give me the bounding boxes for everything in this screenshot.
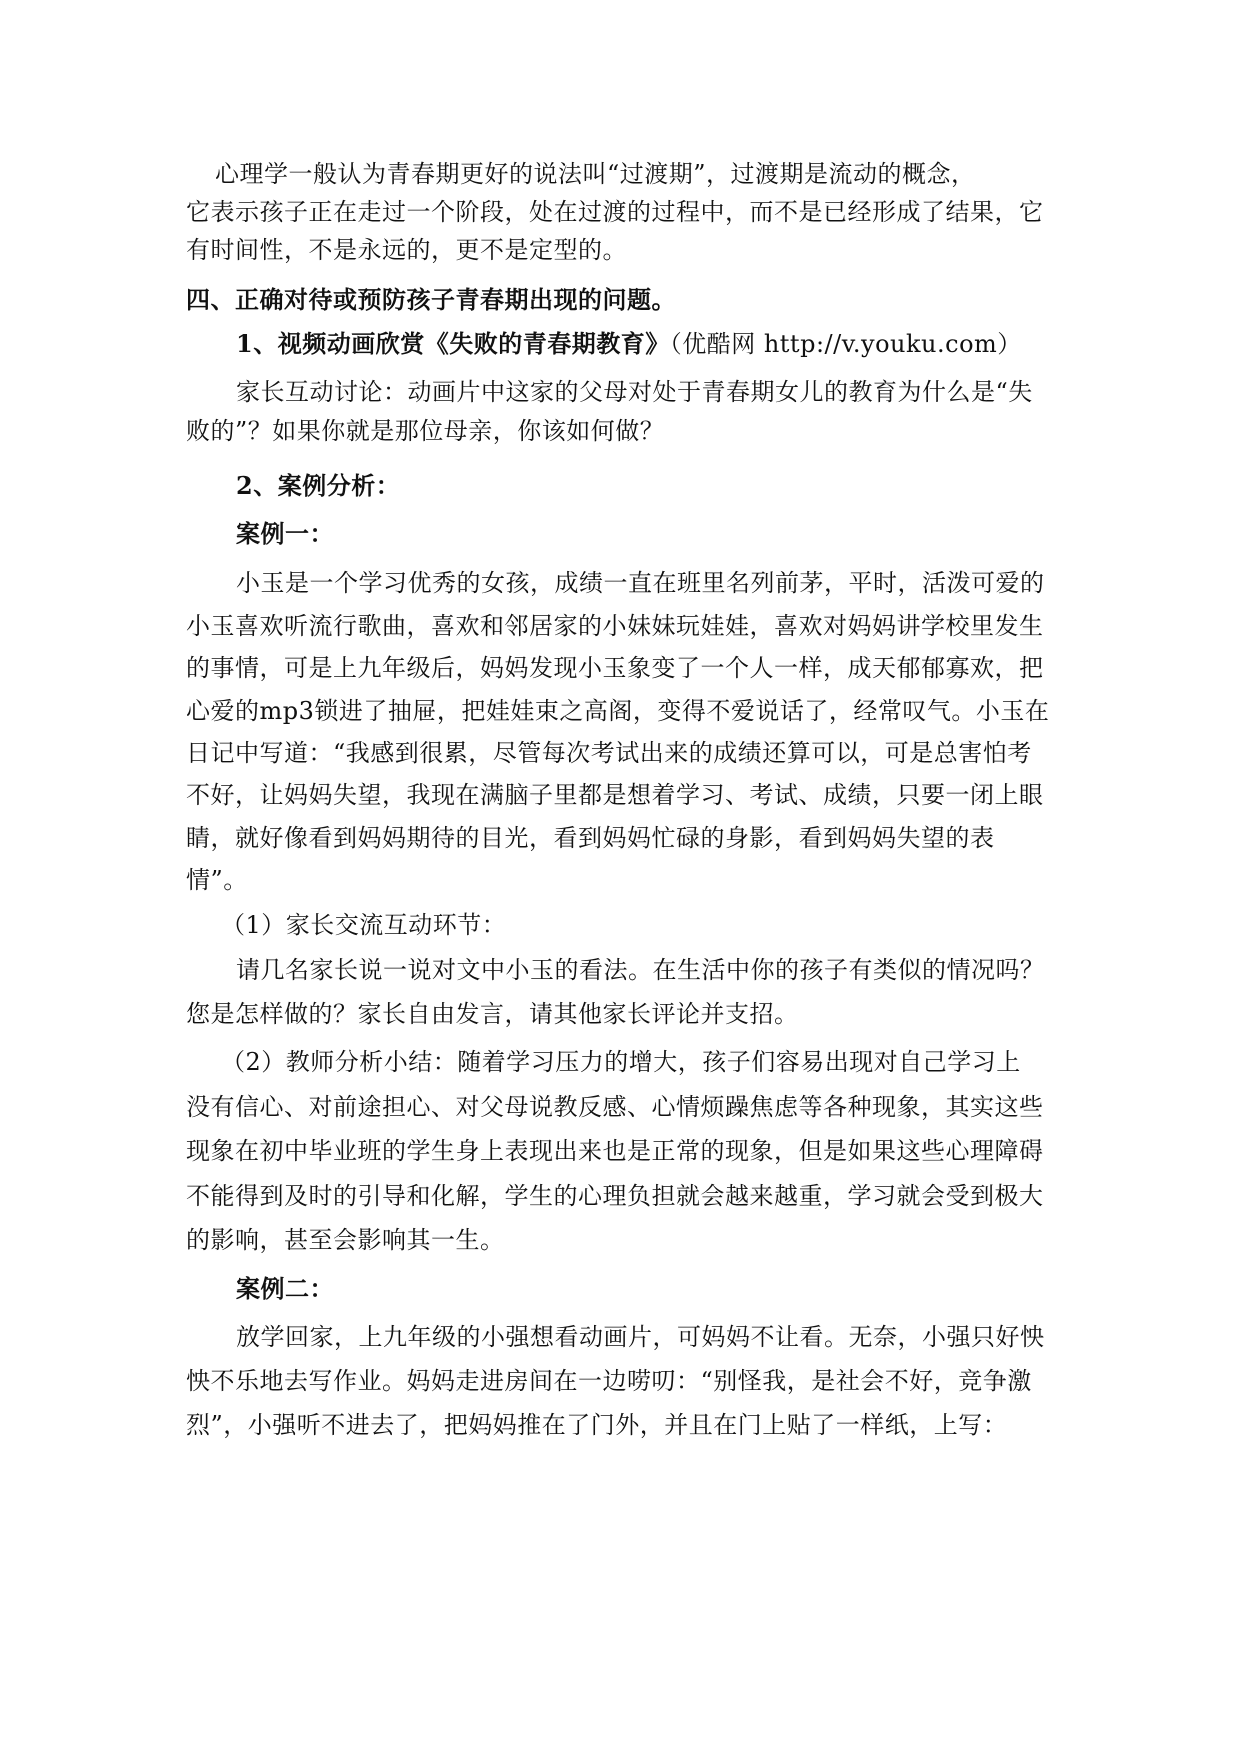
discussion-line-1: 家长互动讨论：动画片中这家的父母对处于青春期女儿的教育为什么是“失 (236, 378, 1033, 406)
teacher-summary-line-2: 没有信心、对前途担心、对父母说教反感、心情烦躁焦虑等各种现象，其实这些 (186, 1093, 1044, 1121)
teacher-summary-line-3: 现象在初中毕业班的学生身上表现出来也是正常的现象，但是如果这些心理障碍 (186, 1137, 1044, 1165)
section-heading-4: 四、正确对待或预防孩子青春期出现的问题。 (186, 285, 676, 314)
teacher-summary-line-5: 的影响，甚至会影响其一生。 (186, 1226, 505, 1254)
video-item-line: 1、视频动画欣赏《失败的青春期教育》（优酷网 http://v.youku.com） (236, 329, 1022, 358)
case-one-line-7: 睛，就好像看到妈妈期待的目光，看到妈妈忙碌的身影，看到妈妈失望的表 (186, 824, 995, 852)
parent-exchange-line-2: 您是怎样做的？家长自由发言，请其他家长评论并支招。 (186, 1000, 799, 1028)
para-transition-line-2: 它表示孩子正在走过一个阶段，处在过渡的过程中，而不是已经形成了结果，它 (186, 198, 1044, 226)
case-analysis-heading: 2、案例分析： (236, 471, 401, 500)
teacher-summary-line-1: （2）教师分析小结：随着学习压力的增大，孩子们容易出现对自己学习上 (221, 1048, 1021, 1076)
case-one-line-1: 小玉是一个学习优秀的女孩，成绩一直在班里名列前茅，平时，活泼可爱的 (236, 569, 1045, 597)
case-one-line-5: 日记中写道：“我感到很累，尽管每次考试出来的成绩还算可以，可是总害怕考 (186, 739, 1032, 767)
case-one-line-8: 情”。 (186, 866, 248, 894)
para-transition-line-1: 心理学一般认为青春期更好的说法叫“过渡期”，过渡期是流动的概念， (215, 160, 976, 188)
case-two-line-2: 怏不乐地去写作业。妈妈走进房间在一边唠叨：“别怪我，是社会不好，竞争激 (186, 1367, 1032, 1395)
case-one-line-3: 的事情，可是上九年级后，妈妈发现小玉象变了一个人一样，成天郁郁寡欢，把 (186, 654, 1044, 682)
case-one-heading: 案例一： (236, 519, 334, 548)
discussion-line-2: 败的”？如果你就是那位母亲，你该如何做？ (186, 417, 665, 445)
case-two-heading: 案例二： (236, 1274, 334, 1303)
para-transition-line-3: 有时间性，不是永远的，更不是定型的。 (186, 236, 627, 264)
case-one-line-6: 不好，让妈妈失望，我现在满脑子里都是想着学习、考试、成绩，只要一闭上眼 (186, 781, 1044, 809)
case-two-line-3: 烈”，小强听不进去了，把妈妈推在了门外，并且在门上贴了一样纸，上写： (186, 1411, 1008, 1439)
parent-exchange-heading: （1）家长交流互动环节： (221, 911, 507, 939)
parent-exchange-line-1: 请几名家长说一说对文中小玉的看法。在生活中你的孩子有类似的情况吗？ (236, 956, 1045, 984)
case-one-line-2: 小玉喜欢听流行歌曲，喜欢和邻居家的小妹妹玩娃娃，喜欢对妈妈讲学校里发生 (186, 612, 1044, 640)
case-two-line-1: 放学回家，上九年级的小强想看动画片，可妈妈不让看。无奈，小强只好怏 (236, 1323, 1045, 1351)
case-one-line-4: 心爱的mp3锁进了抽屉，把娃娃束之高阁，变得不爱说话了，经常叹气。小玉在 (186, 697, 1050, 725)
teacher-summary-line-4: 不能得到及时的引导和化解，学生的心理负担就会越来越重，学习就会受到极大 (186, 1182, 1044, 1210)
